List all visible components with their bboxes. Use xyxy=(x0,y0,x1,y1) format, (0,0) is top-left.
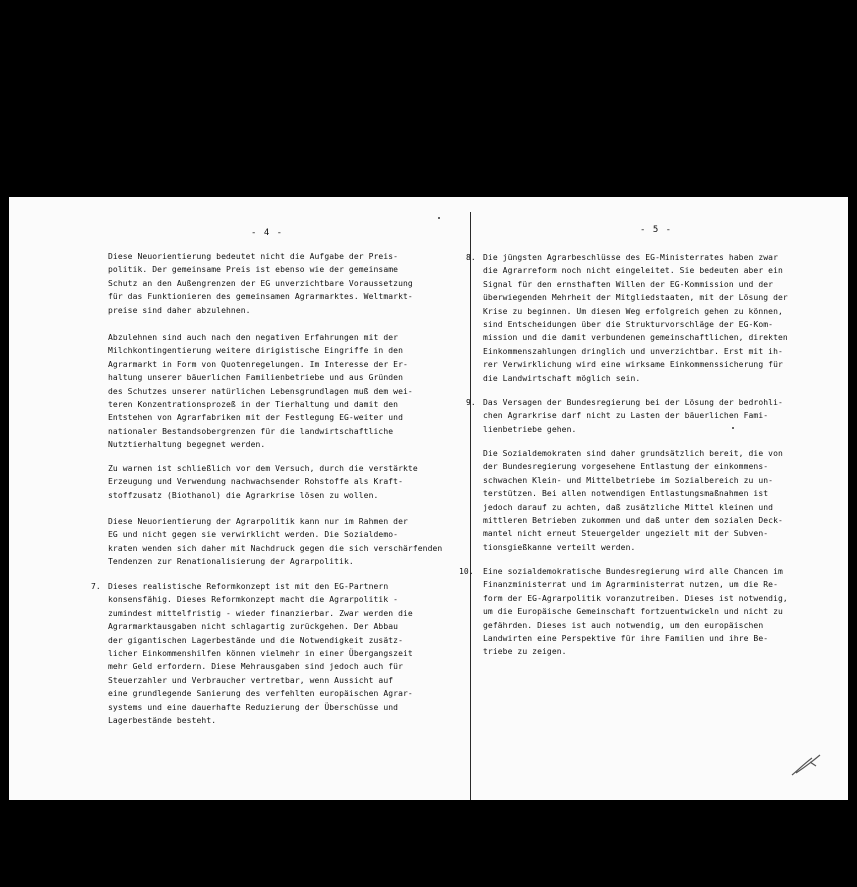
paragraph xyxy=(108,331,413,452)
text-line: die Landwirtschaft möglich sein. xyxy=(483,373,641,383)
text-line: Signal für den ernsthaften Willen der EG-Kommission und der xyxy=(483,279,774,289)
text-line: Das Versagen der Bundesregierung bei der Lösung der bedrohli- xyxy=(483,398,783,407)
text-line: Nutztierhaltung begegnet werden. xyxy=(108,440,266,450)
paragraph xyxy=(466,251,788,385)
page-gutter-divider xyxy=(470,212,471,800)
paragraph xyxy=(108,462,418,502)
text-line: gefährden. Dieses ist auch notwendig, um den europäischen xyxy=(483,620,764,630)
paragraph-number: 8. xyxy=(466,253,476,262)
text-line: politik. Der gemeinsame Preis ist ebenso wie der gemeinsame xyxy=(108,265,399,275)
text-line: kraten wenden sich daher mit Nachdruck gegen die sich verschärfenden xyxy=(108,543,443,553)
right-page-number: - 5 - xyxy=(640,225,673,235)
text-line: mantel nicht erneut Steuergelder ungezielt mit der Subven- xyxy=(483,529,769,539)
paragraph-number: 7. xyxy=(91,582,101,591)
text-line: terstützen. Bei allen notwendigen Entlastungsmaßnahmen ist xyxy=(483,489,769,499)
text-line: schwachen Klein- und Mittelbetriebe im Sozialbereich zu un- xyxy=(483,475,774,485)
text-line: licher Einkommenshilfen können vielmehr in einer Übergangszeit xyxy=(108,649,413,659)
text-line: der gigantischen Lagerbestände und die Notwendigkeit zusätz- xyxy=(108,635,403,645)
paragraph xyxy=(108,250,413,317)
text-line: Agrarmarktausgaben nicht schlagartig zurückgehen. Der Abbau xyxy=(108,622,399,632)
left-page-number: - 4 - xyxy=(251,228,284,238)
pen-scribble-mark xyxy=(790,752,824,778)
paragraph xyxy=(483,447,783,554)
text-line: Milchkontingentierung weitere dirigistische Eingriffe in den xyxy=(108,346,403,356)
text-line: Einkommenszahlungen dringlich und unverzichtbar. Erst mit ih- xyxy=(483,346,783,356)
text-line: haltung unserer bäuerlichen Familienbetriebe und aus Gründen xyxy=(108,373,403,383)
text-line: jedoch darauf zu achten, daß zusätzliche Mittel kleinen und xyxy=(483,502,774,512)
text-line: Steuerzahler und Verbraucher vertretbar, wenn Aussicht auf xyxy=(108,675,394,685)
text-line: Die jüngsten Agrarbeschlüsse des EG-Ministerrates haben zwar xyxy=(483,253,778,262)
text-line: Lagerbestände besteht. xyxy=(108,716,217,726)
text-line: die Agrarreform noch nicht eingeleitet. Sie bedeuten aber ein xyxy=(483,266,783,276)
speck-mark xyxy=(438,217,440,219)
text-line: chen Agrarkrise darf nicht zu Lasten der bäuerlichen Fami- xyxy=(483,411,769,421)
text-line: EG und nicht gegen sie verwirklicht werden. Die Sozialdemo- xyxy=(108,530,399,540)
text-line: triebe zu zeigen. xyxy=(483,647,567,657)
text-line: systems und eine dauerhafte Reduzierung der Überschüsse und xyxy=(108,702,399,712)
text-line: sind Entscheidungen über die Strukturvorschläge der EG-Kom- xyxy=(483,320,774,330)
text-line: Entstehen von Agrarfabriken mit der Festlegung EG-weiter und xyxy=(108,413,403,423)
text-line: überwiegenden Mehrheit der Mitgliedstaaten, mit der Lösung der xyxy=(483,293,788,303)
text-line: Tendenzen zur Renationalisierung der Agrarpolitik. xyxy=(108,557,354,567)
paragraph xyxy=(108,515,442,569)
text-line: der Bundesregierung vorgesehene Entlastung der einkommens- xyxy=(483,462,769,472)
text-line: stoffzusatz (Biothanol) die Agrarkrise lösen zu wollen. xyxy=(108,490,379,500)
text-line: zumindest mittelfristig - wieder finanzierbar. Zwar werden die xyxy=(108,608,413,618)
text-line: Eine sozialdemokratische Bundesregierung wird alle Chancen im xyxy=(483,567,783,576)
text-line: Die Sozialdemokraten sind daher grundsätzlich bereit, die von xyxy=(483,449,783,458)
text-line: mehr Geld erfordern. Diese Mehrausgaben sind jedoch auch für xyxy=(108,662,403,672)
text-line: mittleren Betrieben zukommen und daß unter dem sozialen Deck- xyxy=(483,516,783,526)
text-line: um die Europäische Gemeinschaft fortzuentwickeln und nicht zu xyxy=(483,607,783,617)
text-line: nationaler Bestandsobergrenzen für die landwirtschaftliche xyxy=(108,426,394,436)
paragraph xyxy=(466,396,783,436)
text-line: form der EG-Agrarpolitik voranzutreiben. Dieses ist notwendig, xyxy=(483,593,788,603)
text-line: Schutz an den Außengrenzen der EG unverzichtbare Voraussetzung xyxy=(108,278,413,288)
text-line: Dieses realistische Reformkonzept ist mit den EG-Partnern xyxy=(108,582,389,591)
text-line: Zu warnen ist schließlich vor dem Versuch, durch die verstärkte xyxy=(108,464,418,473)
text-line: Diese Neuorientierung bedeutet nicht die Aufgabe der Preis- xyxy=(108,252,399,261)
text-line: Finanzministerrat und im Agrarministerrat nutzen, um die Re- xyxy=(483,580,778,590)
text-line: des Schutzes unserer natürlichen Lebensgrundlagen muß dem wei- xyxy=(108,386,413,396)
text-line: mission und die damit verbundenen gemeinschaftlichen, direkten xyxy=(483,333,788,343)
text-line: Erzeugung und Verwendung nachwachsender Rohstoffe als Kraft- xyxy=(108,477,403,487)
paragraph-number: 10. xyxy=(459,567,474,576)
text-line: eine grundlegende Sanierung des verfehlten europäischen Agrar- xyxy=(108,689,413,699)
text-line: lienbetriebe gehen. xyxy=(483,424,577,434)
text-line: tionsgießkanne verteilt werden. xyxy=(483,542,636,552)
paragraph xyxy=(459,565,788,659)
paragraph-number: 9. xyxy=(466,398,476,407)
text-line: teren Konzentrationsprozeß in der Tierhaltung und damit den xyxy=(108,400,399,410)
text-line: Diese Neuorientierung der Agrarpolitik kann nur im Rahmen der xyxy=(108,517,408,526)
text-line: Agrarmarkt in Form von Quotenregelungen. Im Interesse der Er- xyxy=(108,359,408,369)
text-line: für das Funktionieren des gemeinsamen Agrarmarktes. Weltmarkt- xyxy=(108,292,413,302)
text-line: Abzulehnen sind auch nach den negativen Erfahrungen mit der xyxy=(108,333,399,342)
text-line: konsensfähig. Dieses Reformkonzept macht die Agrarpolitik - xyxy=(108,595,399,605)
paragraph xyxy=(91,580,413,727)
text-line: Krise zu beginnen. Um diesen Weg erfolgreich gehen zu können, xyxy=(483,306,783,316)
text-line: Landwirten eine Perspektive für ihre Familien und ihre Be- xyxy=(483,634,769,644)
text-line: rer Verwirklichung wird eine wirksame Einkommenssicherung für xyxy=(483,360,783,370)
text-line: preise sind daher abzulehnen. xyxy=(108,305,251,315)
